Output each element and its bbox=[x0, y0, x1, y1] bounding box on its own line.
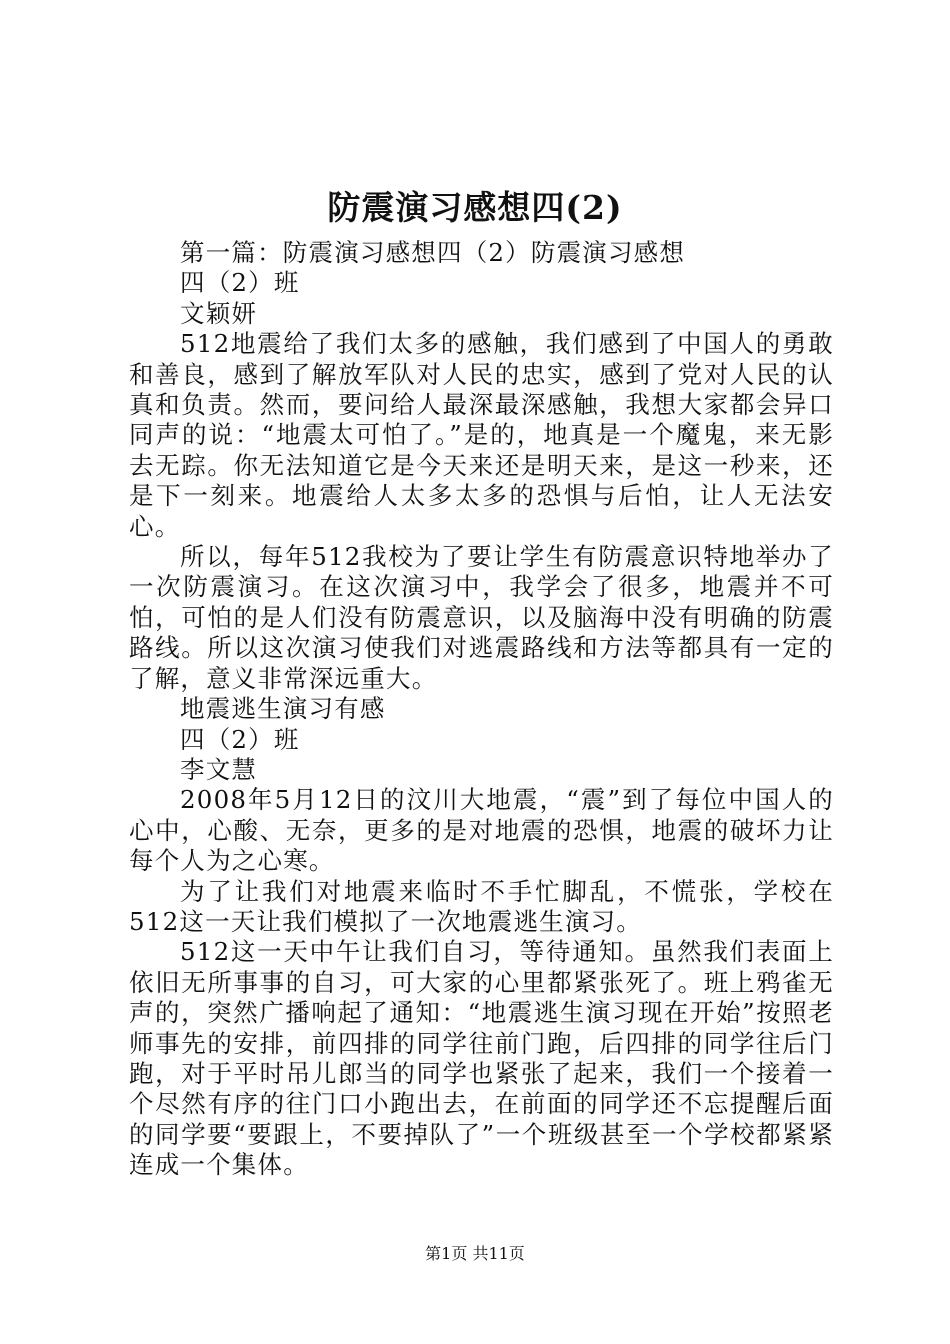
document-title: 防震演习感想四(2) bbox=[327, 188, 623, 227]
document-body bbox=[129, 238, 834, 1181]
paragraph-4: 512地震给了我们太多的感触，我们感到了中国人的勇敢和善良，感到了解放军队对人民的忠实，感到了党对人民的认真和负责。然而，要问给人最深最深感触，我想大家都会异口同声的说：“地震太可怕了。”是的，地真是一个魔鬼，来无影去无踪。你无法知道它是今天来还是明天来，是这一秒来，还是下一刻来。地震给人太多太多的恐惧与后怕，让人无法安心。 bbox=[129, 329, 834, 541]
paragraph-2: 四（2）班 bbox=[180, 268, 300, 298]
paragraph-3: 文颖妍 bbox=[180, 298, 258, 328]
paragraph-7: 四（2）班 bbox=[180, 724, 300, 754]
paragraph-11: 512这一天中午让我们自习，等待通知。虽然我们表面上依旧无所事事的自习，可大家的心里都紧张死了。班上鸦雀无声的，突然广播响起了通知：“地震逃生演习现在开始”按照老师事先的安排，前四排的同学往前门跑，后四排的同学往后门跑，对于平时吊儿郎当的同学也紧张了起来，我们一个接着一个尽然有序的往门口小跑出去，在前面的同学还不忘提醒后面的同学要“要跟上，不要掉队了”一个班级甚至一个学校都紧紧连成一个集体。 bbox=[129, 937, 834, 1180]
paragraph-9: 2008年5月12日的汶川大地震，“震”到了每位中国人的心中，心酸、无奈，更多的是对地震的恐惧，地震的破坏力让每个人为之心寒。 bbox=[129, 785, 834, 876]
paragraph-10: 为了让我们对地震来临时不手忙脚乱，不慌张，学校在512这一天让我们模拟了一次地震逃生演习。 bbox=[129, 876, 834, 936]
paragraph-8: 李文慧 bbox=[180, 754, 258, 784]
page-number-footer: 第1页 共11页 bbox=[425, 1244, 525, 1263]
paragraph-1: 第一篇：防震演习感想四（2）防震演习感想 bbox=[180, 238, 686, 267]
paragraph-6: 地震逃生演习有感 bbox=[180, 694, 386, 724]
paragraph-5: 所以，每年512我校为了要让学生有防震意识特地举办了一次防震演习。在这次演习中，我学会了很多，地震并不可怕，可怕的是人们没有防震意识，以及脑海中没有明确的防震路线。所以这次演习使我们对逃震路线和方法等都具有一定的了解，意义非常深远重大。 bbox=[129, 542, 834, 693]
